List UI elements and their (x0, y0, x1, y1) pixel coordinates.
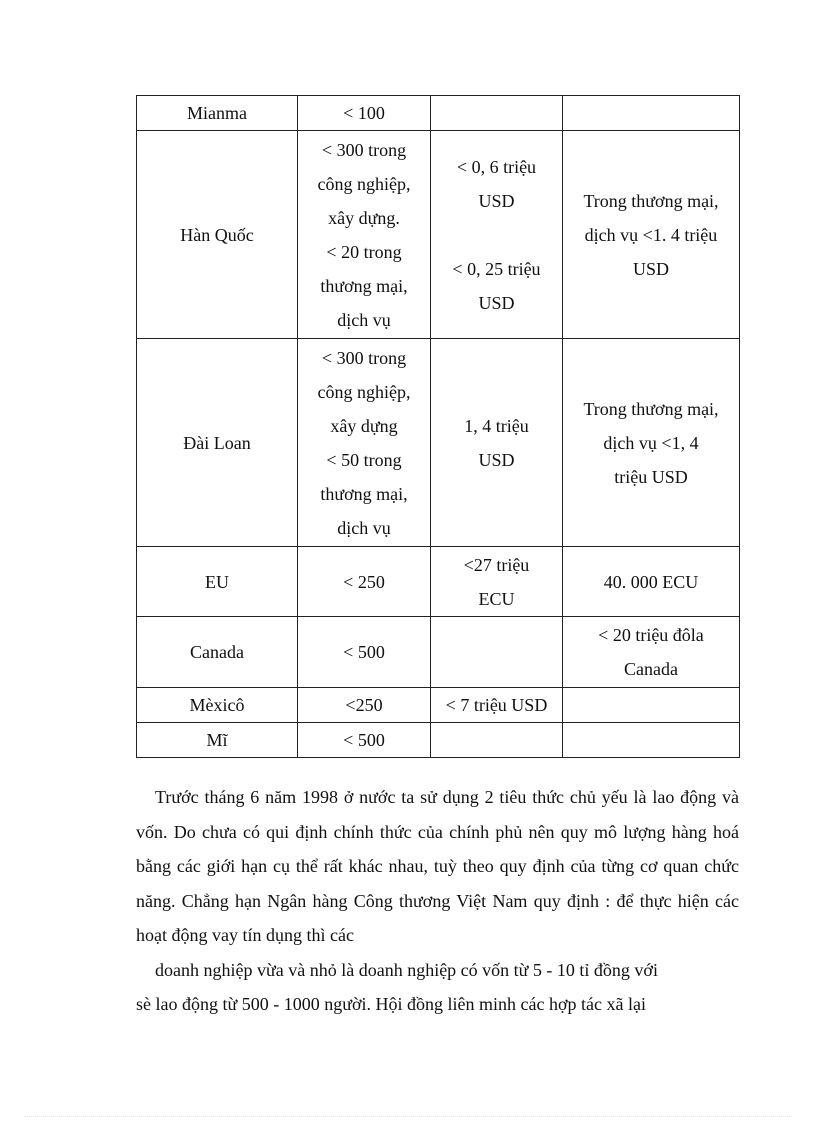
table-row (137, 339, 740, 547)
country-cell: Hàn Quốc (137, 131, 298, 339)
table-row (137, 688, 740, 723)
country-cell: Đài Loan (137, 339, 298, 547)
table-row (137, 617, 740, 688)
capital-cell (431, 723, 563, 758)
page-bottom-divider (24, 1116, 792, 1117)
turnover-cell: Trong thương mại, dịch vụ <1. 4 triệu USD (563, 131, 740, 339)
country-cell: Canada (137, 617, 298, 688)
body-text (136, 780, 739, 1022)
turnover-cell (563, 96, 740, 131)
capital-cell: <27 triệu ECU (431, 547, 563, 617)
labor-cell: < 300 trong công nghiệp, xây dựng < 50 trong thương mại, dịch vụ (298, 339, 431, 547)
capital-cell (431, 617, 563, 688)
table-row (137, 96, 740, 131)
country-cell: Mianma (137, 96, 298, 131)
turnover-cell: < 20 triệu đôla Canada (563, 617, 740, 688)
turnover-cell: 40. 000 ECU (563, 547, 740, 617)
labor-cell: < 500 (298, 617, 431, 688)
table-row (137, 723, 740, 758)
labor-cell: < 300 trong công nghiệp, xây dựng. < 20 trong thương mại, dịch vụ (298, 131, 431, 339)
turnover-cell (563, 688, 740, 723)
body-paragraph: Trước tháng 6 năm 1998 ở nước ta sử dụng 2 tiêu thức chủ yếu là lao động và vốn. Do chưa có qui định chính thức của chính phủ nên quy mô lượng hàng hoá bằng các giới hạn cụ thể rất khác nhau, tuỳ theo quy định của từng cơ quan chức năng. Chẳng hạn Ngân hàng Công thương Việt Nam quy định : để thực hiện các hoạt động vay tín dụng thì các (136, 787, 739, 945)
body-paragraph: doanh nghiệp vừa và nhỏ là doanh nghiệp có vốn từ 5 - 10 tỉ đồng với (155, 959, 658, 980)
turnover-cell: Trong thương mại, dịch vụ <1, 4 triệu USD (563, 339, 740, 547)
country-cell: EU (137, 547, 298, 617)
labor-cell: < 100 (298, 96, 431, 131)
table-row (137, 547, 740, 617)
country-cell: Mĩ (137, 723, 298, 758)
country-cell: Mèxicô (137, 688, 298, 723)
labor-cell: <250 (298, 688, 431, 723)
labor-cell: < 250 (298, 547, 431, 617)
turnover-cell (563, 723, 740, 758)
capital-cell: < 0, 6 triệu USD < 0, 25 triệu USD (431, 131, 563, 339)
body-paragraph: sè lao động từ 500 - 1000 người. Hội đồng liên minh các hợp tác xã lại (136, 994, 646, 1014)
table-row (137, 131, 740, 339)
sme-criteria-table (136, 95, 740, 758)
labor-cell: < 500 (298, 723, 431, 758)
capital-cell: 1, 4 triệu USD (431, 339, 563, 547)
capital-cell (431, 96, 563, 131)
capital-cell: < 7 triệu USD (431, 688, 563, 723)
